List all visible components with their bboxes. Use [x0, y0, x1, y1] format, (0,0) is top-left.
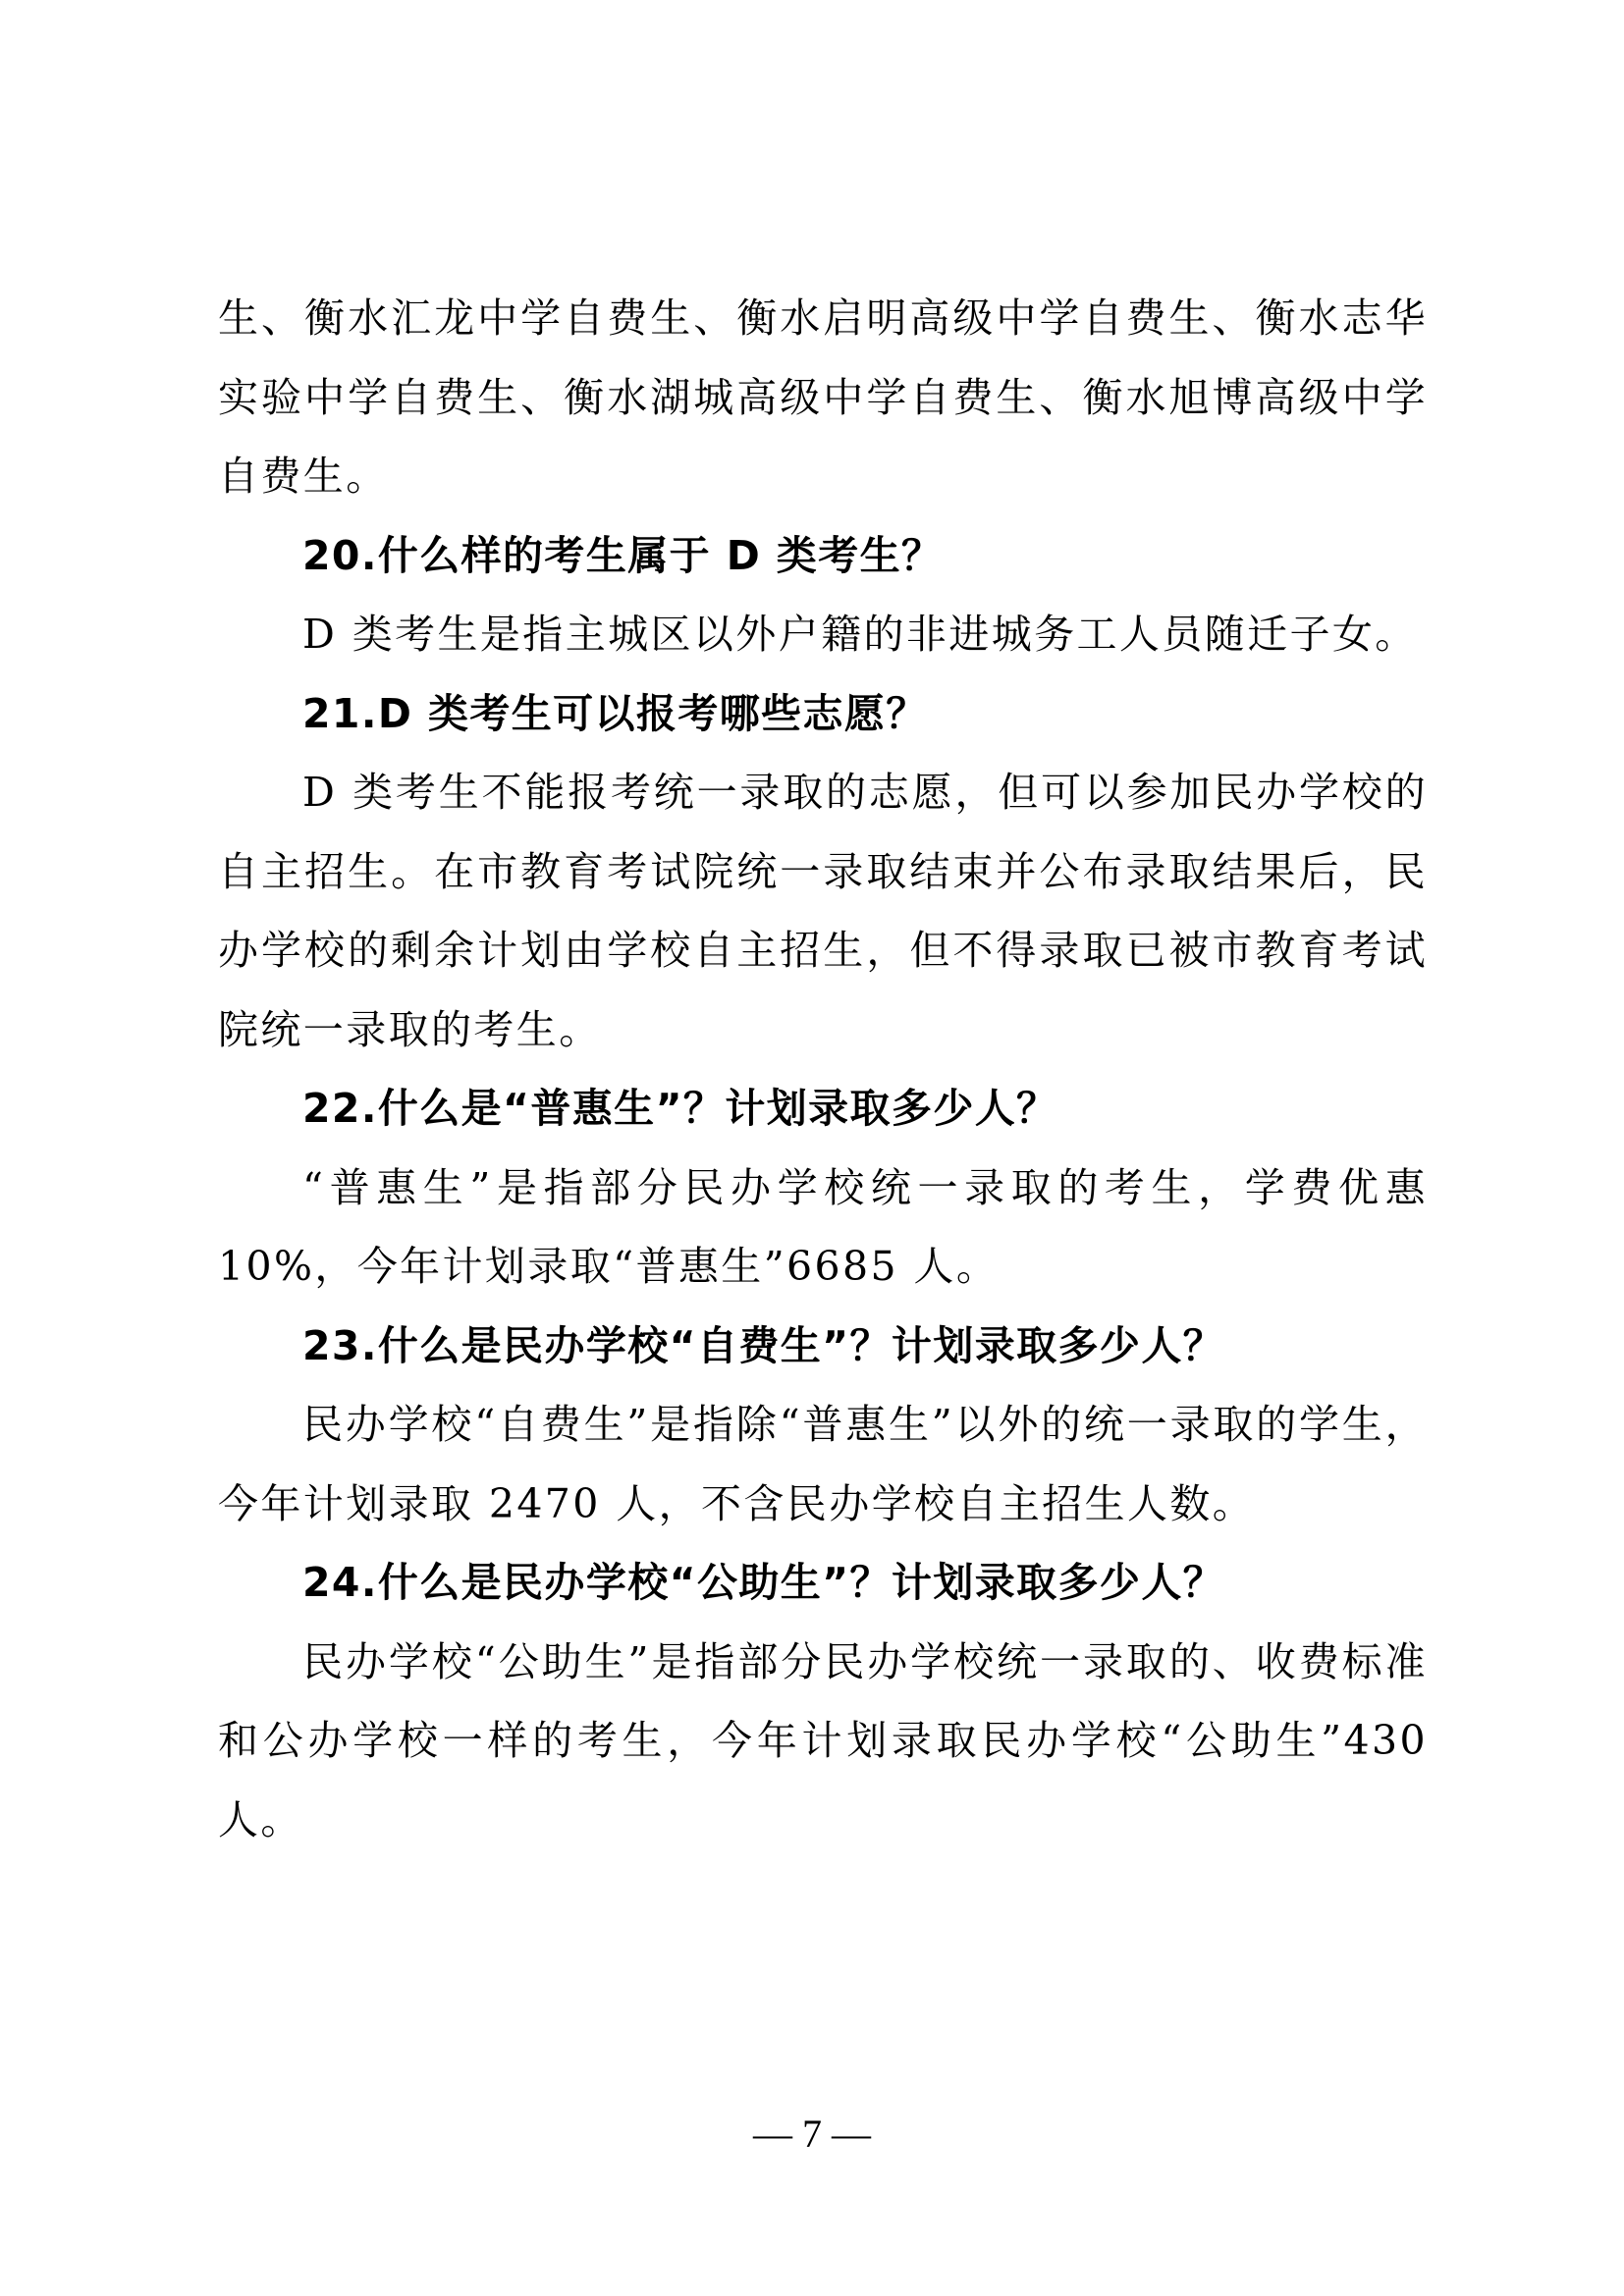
answer-paragraph-20: D 类考生是指主城区以外户籍的非进城务工人员随迁子女。 — [302, 611, 1418, 658]
paragraph-continuation: 生、衡水汇龙中学自费生、衡水启明高级中学自费生、衡水志华实验中学自费生、衡水湖城高级中学自费生、衡水旭博高级中学自费生。 — [218, 294, 1428, 500]
answer-paragraph-22: “普惠生”是指部分民办学校统一录取的考生，学费优惠 10%，今年计划录取“普惠生”6685 人。 — [218, 1163, 1428, 1290]
answer-paragraph-21: D 类考生不能报考统一录取的志愿，但可以参加民办学校的自主招生。在市教育考试院统一录取结束并公布录取结果后，民办学校的剩余计划由学校自主招生，但不得录取已被市教育考试院统一录取的考生。 — [218, 769, 1428, 1053]
question-heading-24: 24.什么是民办学校“公助生”？计划录取多少人？ — [302, 1559, 1225, 1606]
question-heading-21: 21.D 类考生可以报考哪些志愿？ — [302, 689, 928, 737]
answer-paragraph-24: 民办学校“公助生”是指部分民办学校统一录取的、收费标准和公办学校一样的考生，今年计划录取民办学校“公助生”430 人。 — [218, 1637, 1428, 1843]
question-heading-23: 23.什么是民办学校“自费生”？计划录取多少人？ — [302, 1321, 1225, 1369]
question-heading-20: 20.什么样的考生属于 D 类考生？ — [302, 531, 944, 579]
page-number: — 7 — — [753, 2111, 871, 2156]
document-body — [218, 279, 1428, 1859]
answer-paragraph-23: 民办学校“自费生”是指除“普惠生”以外的统一录取的学生，今年计划录取 2470 人，不含民办学校自主招生人数。 — [218, 1401, 1428, 1527]
question-heading-22: 22.什么是“普惠生”？计划录取多少人？ — [302, 1085, 1058, 1132]
